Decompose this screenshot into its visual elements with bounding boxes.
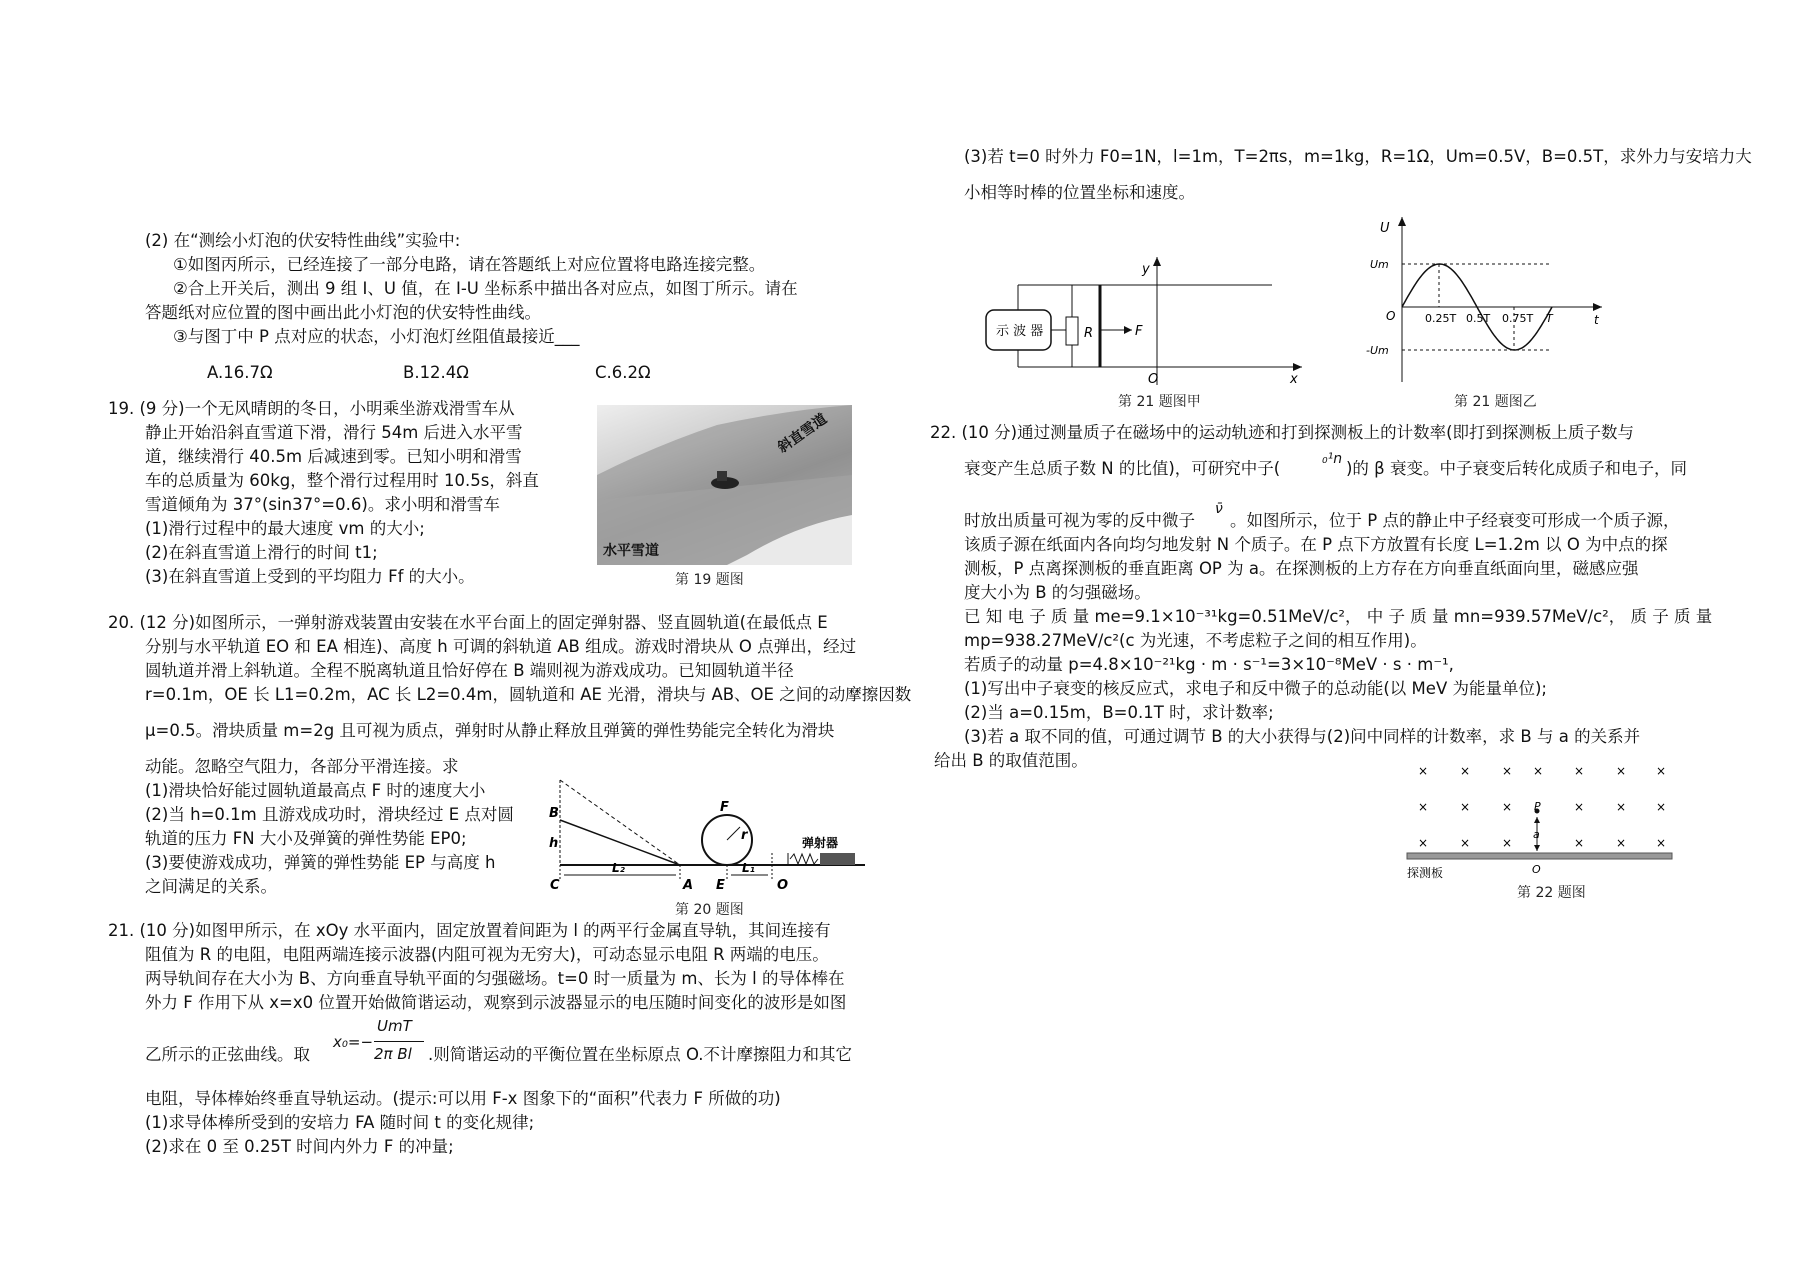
q22-line-3b: 。如图所示，位于 P 点的静止中子经衰变可形成一个质子源， <box>1230 511 1680 530</box>
q22-line-3a: 时放出质量可视为零的反中微子 <box>964 511 1195 530</box>
fig20-label-A: A <box>683 878 694 893</box>
fig21a-label-x: x <box>1290 372 1298 387</box>
q20-caption: 第 20 题图 <box>675 902 744 918</box>
q18-option-c: C.6.2Ω <box>595 363 651 382</box>
fig21b-label-Um: Um <box>1370 258 1389 271</box>
field-cross: × <box>1616 800 1627 814</box>
fig21a-label-O: O <box>1148 372 1159 387</box>
q21-formula-post: .则简谐运动的平衡位置在坐标原点 O.不计摩擦阻力和其它 <box>428 1045 853 1064</box>
fig20-label-C: C <box>550 878 560 893</box>
q21-formula-pre: 乙所示的正弦曲线。取 <box>145 1045 310 1064</box>
fig22-label-O: O <box>1532 863 1541 876</box>
field-cross: × <box>1502 764 1513 778</box>
q22-line-8: mp=938.27MeV/c²(c 为光速，不考虑粒子之间的相互作用)。 <box>964 631 1427 650</box>
field-cross: × <box>1418 800 1429 814</box>
q21-line-3: 两导轨间存在大小为 B、方向垂直导轨平面的匀强磁场。t=0 时一质量为 m、长为 l 的导体棒在 <box>145 969 845 988</box>
fig21-b <box>1362 212 1607 387</box>
q20-line-3: 圆轨道并滑上斜轨道。全程不脱离轨道且恰好停在 B 端则视为游戏成功。已知圆轨道半径 <box>145 661 794 680</box>
field-cross: × <box>1418 764 1429 778</box>
q21-line-6: 电阻，导体棒始终垂直导轨运动。(提示:可以用 F-x 图象下的“面积”代表力 F 所做的功) <box>145 1089 781 1108</box>
q21-3-line-1: (3)若 t=0 时外力 F0=1N，l=1m，T=2πs，m=1kg，R=1Ω，Um=0.5V，B=0.5T，求外力与安培力大 <box>964 147 1752 166</box>
field-cross: × <box>1656 764 1667 778</box>
field-cross: × <box>1656 800 1667 814</box>
fig21b-tick-T: T <box>1546 312 1553 325</box>
q19-line-1: 19. (9 分)一个无风晴朗的冬日，小明乘坐游戏滑雪车从 <box>108 399 515 418</box>
fig21b-tick-075: 0.75T <box>1502 312 1534 325</box>
q19-line-5: 雪道倾角为 37°(sin37°=0.6)。求小明和滑雪车 <box>145 495 500 514</box>
fig21b-label-U: U <box>1380 221 1390 236</box>
fig22-field-crosses <box>1418 764 1666 850</box>
field-cross: × <box>1460 764 1471 778</box>
field-cross: × <box>1616 836 1627 850</box>
q22-line-6: 度大小为 B 的匀强磁场。 <box>964 583 1151 602</box>
field-cross: × <box>1502 800 1513 814</box>
fig21b-label-negUm: -Um <box>1366 344 1389 357</box>
q20-line-1: 20. (12 分)如图所示，一弹射游戏装置由安装在水平台面上的固定弹射器、竖直圆轨道(在最低点 E <box>108 613 828 632</box>
fig21-a <box>982 255 1312 395</box>
q20-line-10: (3)要使游戏成功，弹簧的弹性势能 EP 与高度 h <box>145 853 496 872</box>
q22-line-5: 测板，P 点离探测板的垂直距离 OP 为 a。在探测板的上方存在方向垂直纸面向里，磁感应强 <box>964 559 1639 578</box>
q22-line-12: (3)若 a 取不同的值，可通过调节 B 的大小获得与(2)问中同样的计数率，求 B 与 a 的关系并 <box>964 727 1641 746</box>
photo-label-slope: 斜直雪道 <box>775 411 831 457</box>
q22-line-13: 给出 B 的取值范围。 <box>934 751 1088 770</box>
q18-step2a: ②合上开关后，测出 9 组 I、U 值，在 I-U 坐标系中描出各对应点，如图丁所示。请在 <box>173 279 798 298</box>
fig20-label-h: h <box>549 836 559 851</box>
q21-formula-bar <box>374 1041 424 1042</box>
field-cross: × <box>1574 764 1585 778</box>
field-cross: × <box>1656 836 1667 850</box>
q18-step3: ③与图丁中 P 点对应的状态，小灯泡灯丝阻值最接近___ <box>173 327 580 346</box>
q19-line-6: (1)滑行过程中的最大速度 vm 的大小; <box>145 519 425 538</box>
field-cross: × <box>1418 836 1429 850</box>
fig21a-label-R: R <box>1084 326 1094 341</box>
fig21a-label-F: F <box>1135 324 1143 339</box>
q21-3-line-2: 小相等时棒的位置坐标和速度。 <box>964 183 1195 202</box>
q22-line-11: (2)当 a=0.15m，B=0.1T 时，求计数率; <box>964 703 1274 722</box>
fig20-label-O: O <box>777 878 789 893</box>
q22-line-1: 22. (10 分)通过测量质子在磁场中的运动轨迹和打到探测板上的计数率(即打到探测板上质子数与 <box>930 423 1635 442</box>
q21-line-7: (1)求导体棒所受到的安培力 FA 随时间 t 的变化规律; <box>145 1113 535 1132</box>
fig20-label-r: r <box>741 828 748 843</box>
q22-line-2a: 衰变产生总质子数 N 的比值)，可研究中子( <box>964 459 1281 478</box>
q22-line-2b: )的 β 衰变。中子衰变后转化成质子和电子，同 <box>1346 459 1687 478</box>
q18-step2b: 答题纸对应位置的图中画出此小灯泡的伏安特性曲线。 <box>145 303 541 322</box>
q21-formula-num: UmT <box>377 1017 412 1035</box>
fig20-label-F: F <box>720 800 729 815</box>
fig21b-label-t: t <box>1594 313 1599 327</box>
fig21b-tick-05: 0.5T <box>1466 312 1491 325</box>
fig22-label-P: P <box>1534 800 1541 813</box>
fig22-label-a: a <box>1533 828 1540 841</box>
fig21b-label-O: O <box>1386 309 1396 323</box>
field-cross: × <box>1574 800 1585 814</box>
ski-slope-photo <box>597 405 852 565</box>
q18-title: (2) 在“测绘小灯泡的伏安特性曲线”实验中: <box>145 231 461 250</box>
fig21b-caption: 第 21 题图乙 <box>1454 394 1537 410</box>
fig21a-scope-label: 示 波 器 <box>996 324 1044 339</box>
fig21b-tick-025: 0.25T <box>1425 312 1457 325</box>
q22-line-7: 已 知 电 子 质 量 me=9.1×10⁻³¹kg=0.51MeV/c²， 中 子 质 量 mn=939.57MeV/c²， 质 子 质 量 <box>964 607 1713 626</box>
fig20-label-launcher: 弹射器 <box>802 836 839 850</box>
q21-line-2: 阻值为 R 的电阻，电阻两端连接示波器(内阻可视为无穷大)，可动态显示电阻 R 两端的电压。 <box>145 945 829 964</box>
field-cross: × <box>1460 836 1471 850</box>
q21-line-8: (2)求在 0 至 0.25T 时间内外力 F 的冲量; <box>145 1137 454 1156</box>
q21-formula-lhs: x₀=− <box>333 1033 374 1051</box>
q20-figure <box>540 775 870 895</box>
q22-line-4: 该质子源在纸面内各向均匀地发射 N 个质子。在 P 点下方放置有长度 L=1.2m 以 O 为中点的探 <box>964 535 1668 554</box>
q20-line-11: 之间满足的关系。 <box>145 877 277 896</box>
q21-line-4: 外力 F 作用下从 x=x0 位置开始做简谐运动，观察到示波器显示的电压随时间变化的波形是如图 <box>145 993 847 1012</box>
q19-line-8: (3)在斜直雪道上受到的平均阻力 Ff 的大小。 <box>145 567 475 586</box>
q20-line-9: 轨道的压力 FN 大小及弹簧的弹性势能 EP0; <box>145 829 467 848</box>
q20-line-6: 动能。忽略空气阻力，各部分平滑连接。求 <box>145 757 459 776</box>
q20-line-5: μ=0.5。滑块质量 m=2g 且可视为质点，弹射时从静止释放且弹簧的弹性势能完全转化为滑块 <box>145 721 835 740</box>
q21-line-1: 21. (10 分)如图甲所示，在 xOy 水平面内，固定放置着间距为 l 的两平行金属直导轨，其间连接有 <box>108 921 831 940</box>
q18-step1: ①如图丙所示，已经连接了一部分电路，请在答题纸上对应位置将电路连接完整。 <box>173 255 766 274</box>
q21-formula-den: 2π Bl <box>374 1045 412 1063</box>
field-cross: × <box>1502 836 1513 850</box>
field-cross: × <box>1616 764 1627 778</box>
fig20-label-L1: L₁ <box>742 861 755 875</box>
ski-photo-art <box>597 405 852 565</box>
q20-line-2: 分别与水平轨道 EO 和 EA 相连)、高度 h 可调的斜轨道 AB 组成。游戏时滑块从 O 点弹出，经过 <box>145 637 857 656</box>
q20-line-4: r=0.1m，OE 长 L1=0.2m，AC 长 L2=0.4m，圆轨道和 AE 光滑，滑块与 AB、OE 之间的动摩擦因数 <box>145 685 912 704</box>
q18-option-a: A.16.7Ω <box>207 363 273 382</box>
fig22-label-board: 探测板 <box>1407 866 1444 880</box>
fig22-caption: 第 22 题图 <box>1517 885 1586 901</box>
q20-line-8: (2)当 h=0.1m 且游戏成功时，滑块经过 E 点对圆 <box>145 805 514 824</box>
q18-option-b: B.12.4Ω <box>403 363 469 382</box>
field-cross: × <box>1533 764 1544 778</box>
field-cross: × <box>1574 836 1585 850</box>
q22-line-10: (1)写出中子衰变的核反应式，求电子和反中微子的总动能(以 MeV 为能量单位); <box>964 679 1547 698</box>
q20-line-7: (1)滑块恰好能过圆轨道最高点 F 时的速度大小 <box>145 781 486 800</box>
q19-line-3: 道，继续滑行 40.5m 后减速到零。已知小明和滑雪 <box>145 447 522 466</box>
q22-antineutrino-symbol: ν̄ <box>1215 501 1223 517</box>
fig20-label-L2: L₂ <box>612 861 625 875</box>
q22-neutron-symbol: ₀¹n <box>1322 451 1343 467</box>
field-cross: × <box>1460 800 1471 814</box>
photo-label-flat: 水平雪道 <box>603 543 659 559</box>
fig21a-caption: 第 21 题图甲 <box>1118 394 1201 410</box>
fig20-label-E: E <box>716 878 725 893</box>
q19-line-7: (2)在斜直雪道上滑行的时间 t1; <box>145 543 378 562</box>
fig22 <box>1402 755 1682 885</box>
q22-line-9: 若质子的动量 p=4.8×10⁻²¹kg · m · s⁻¹=3×10⁻⁸MeV · s · m⁻¹, <box>964 655 1454 674</box>
q19-line-2: 静止开始沿斜直雪道下滑，滑行 54m 后进入水平雪 <box>145 423 523 442</box>
q19-line-4: 车的总质量为 60kg，整个滑行过程用时 10.5s，斜直 <box>145 471 539 490</box>
q19-caption: 第 19 题图 <box>675 572 744 588</box>
fig21a-label-y: y <box>1142 262 1150 277</box>
fig20-label-B: B <box>549 806 559 821</box>
